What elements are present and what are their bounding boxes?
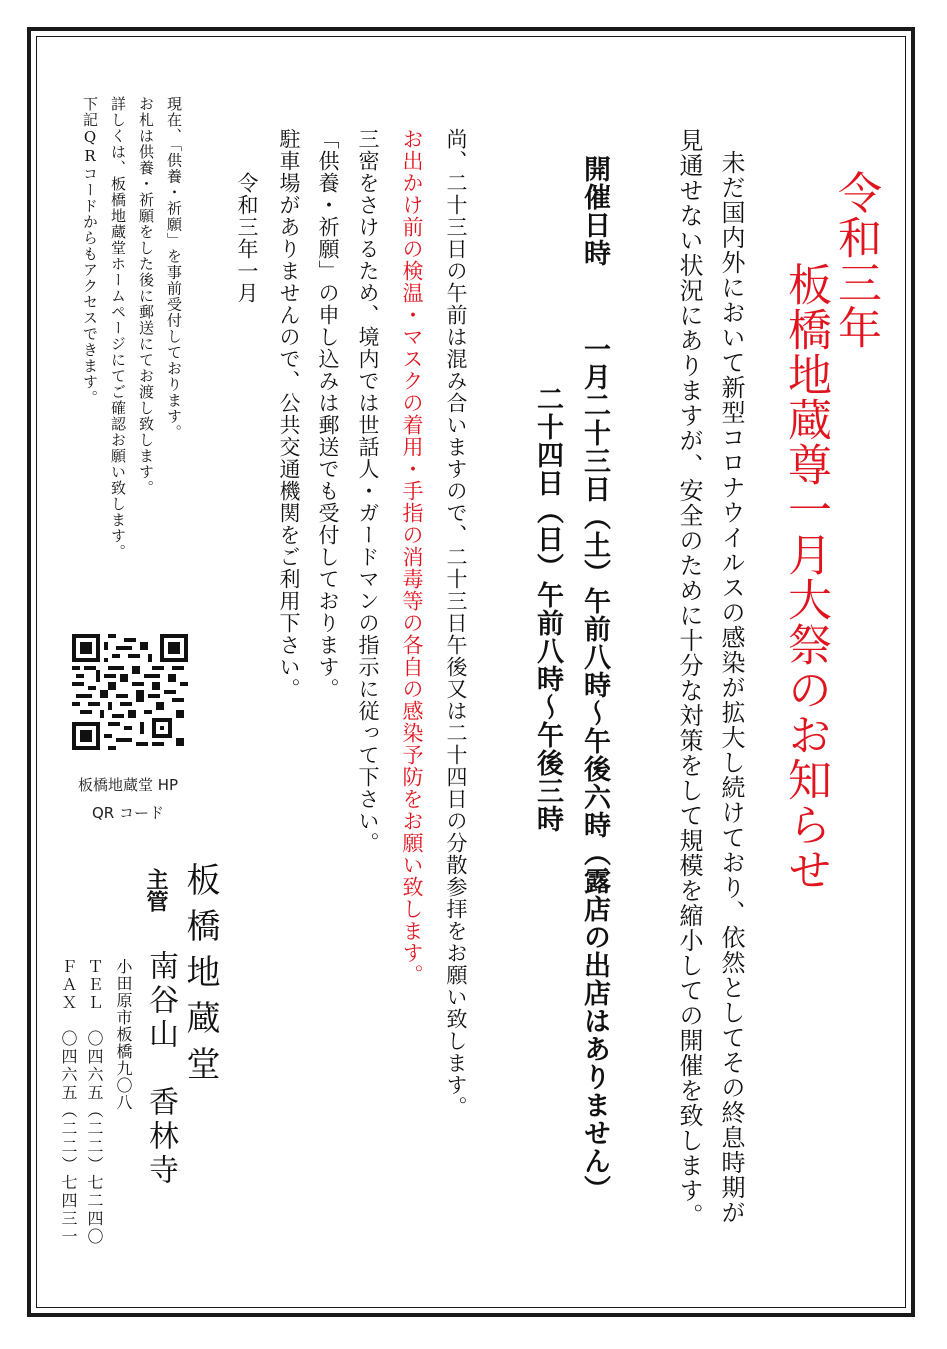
organizer-fax: ＦＡＸ 〇四六五（二二）七四三一 <box>59 958 78 1246</box>
qr-caption-1: 板橋地蔵堂 HP <box>77 776 179 794</box>
schedule-label: 開催日時 <box>579 155 610 267</box>
schedule-day-2: 二十四日（日）午前八時〜午後三時 <box>532 385 563 833</box>
issue-date: 令和三年一月 <box>235 172 259 304</box>
note-line-3: 三密をさけるため、境内では世話人・ガードマンの指示に従って下さい。 <box>356 128 380 854</box>
organizer-address: 小田原市板橋九〇八 <box>114 958 133 1111</box>
organizer-name-2: 南谷山 香林寺 <box>143 950 178 1188</box>
side-note-4: 下記QRコードからもアクセスできます。 <box>81 96 99 406</box>
title-year: 令和三年 <box>830 170 881 350</box>
note-line-2-red: お出かけ前の検温・マスクの着用・手指の消毒等の各自の感染予防をお願い致します。 <box>400 128 424 986</box>
qr-caption-2: QR コード <box>92 804 164 822</box>
intro-line-1: 未だ国内外において新型コロナウイルスの感染が拡大し続けており、依然としてその終息時期が <box>717 150 745 1225</box>
side-note-3: 詳しくは、板橋地蔵堂ホームページにてご確認お願い致します。 <box>109 96 127 560</box>
side-note-1: 現在、「供養・祈願」を事前受付しております。 <box>165 96 183 441</box>
schedule-day-1: 一月二十三日（土）午前八時〜午後六時（露店の出店はありません） <box>579 335 610 1203</box>
title-main: 板橋地蔵尊一月大祭のお知らせ <box>780 262 831 892</box>
note-line-4: 「供養・祈願」の申し込みは郵送でも受付しております。 <box>316 128 340 700</box>
intro-line-2: 見通せない状況にありますが、安全のために十分な対策をして規模を縮小しての開催を致します。 <box>675 128 703 1228</box>
organizer-name-1: 板橋地蔵堂 <box>180 862 220 1092</box>
side-note-2: お札は供養・祈願をした後に郵送にてお渡し致します。 <box>137 96 155 496</box>
organizer-tel: ＴＥＬ 〇四六五（二二）七二四〇 <box>85 958 104 1246</box>
qr-code[interactable] <box>72 634 188 750</box>
note-line-1: 尚、二十三日の午前は混み合いますので、二十三日午後又は二十四日の分散参拝をお願い致します。 <box>444 128 468 1118</box>
organizer-label: 主管 <box>143 868 169 912</box>
note-line-5: 駐車場がありませんので、公共交通機関をご利用下さい。 <box>277 128 301 700</box>
